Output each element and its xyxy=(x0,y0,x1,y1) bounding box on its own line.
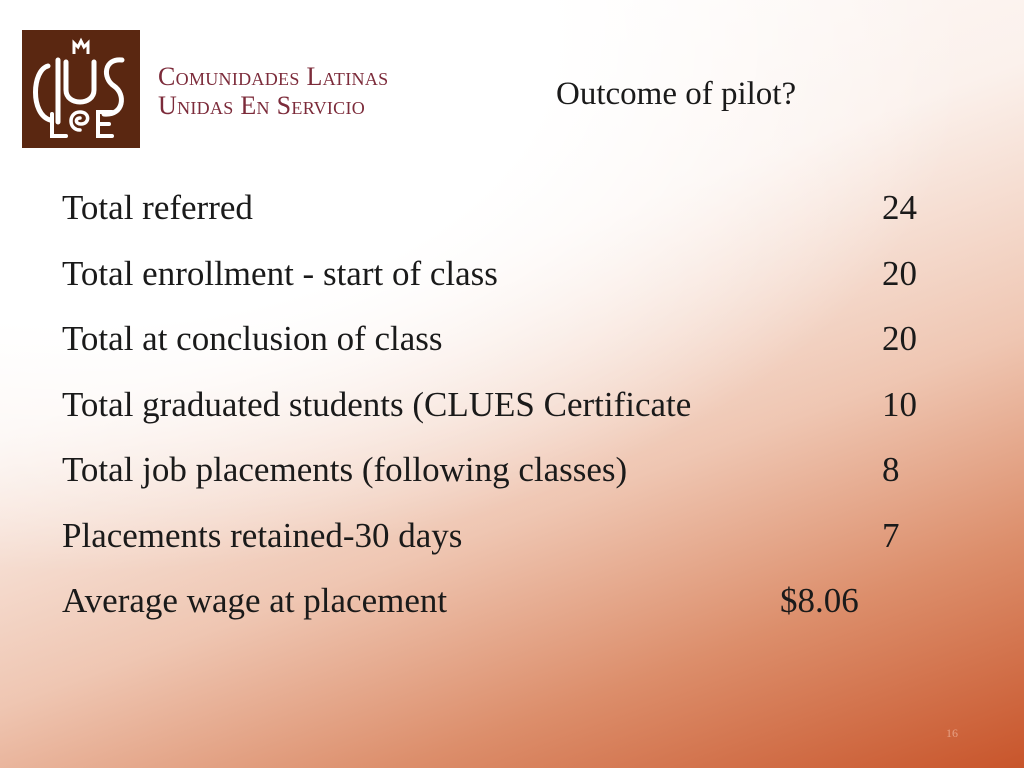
outcome-label: Average wage at placement xyxy=(62,581,448,620)
outcome-row-total-graduated xyxy=(62,385,942,451)
outcome-label: Total graduated students (CLUES Certificate xyxy=(62,384,692,424)
page-number: 16 xyxy=(946,726,958,740)
slide-title: Outcome of pilot? xyxy=(556,76,797,112)
outcome-list xyxy=(62,188,942,647)
outcome-label: Total job placements (following classes) xyxy=(62,450,628,489)
outcome-row-job-placements xyxy=(62,450,942,516)
clues-logo-mark xyxy=(22,30,140,148)
outcome-row-total-referred xyxy=(62,188,942,254)
outcome-label: Total at conclusion of class xyxy=(62,319,443,358)
outcome-label: Total enrollment - start of class xyxy=(62,253,498,293)
outcome-value: 24 xyxy=(882,188,917,227)
organization-name xyxy=(158,62,388,120)
outcome-row-placements-retained xyxy=(62,516,942,582)
outcome-row-total-at-conclusion xyxy=(62,319,942,385)
outcome-value: 20 xyxy=(882,253,917,293)
outcome-value: 20 xyxy=(882,319,917,358)
outcome-value: 10 xyxy=(882,384,917,424)
organization-name-line-1: Comunidades Latinas xyxy=(158,62,389,91)
organization-name-line-2: Unidas En Servicio xyxy=(158,91,366,120)
outcome-label: Placements retained-30 days xyxy=(62,515,463,555)
outcome-label: Total referred xyxy=(62,188,253,227)
outcome-row-total-enrollment xyxy=(62,254,942,320)
outcome-value: 8 xyxy=(882,450,900,489)
outcome-value: $8.06 xyxy=(780,581,859,620)
clues-logo xyxy=(22,30,140,148)
outcome-value: 7 xyxy=(882,515,900,555)
outcome-row-average-wage xyxy=(62,581,942,647)
